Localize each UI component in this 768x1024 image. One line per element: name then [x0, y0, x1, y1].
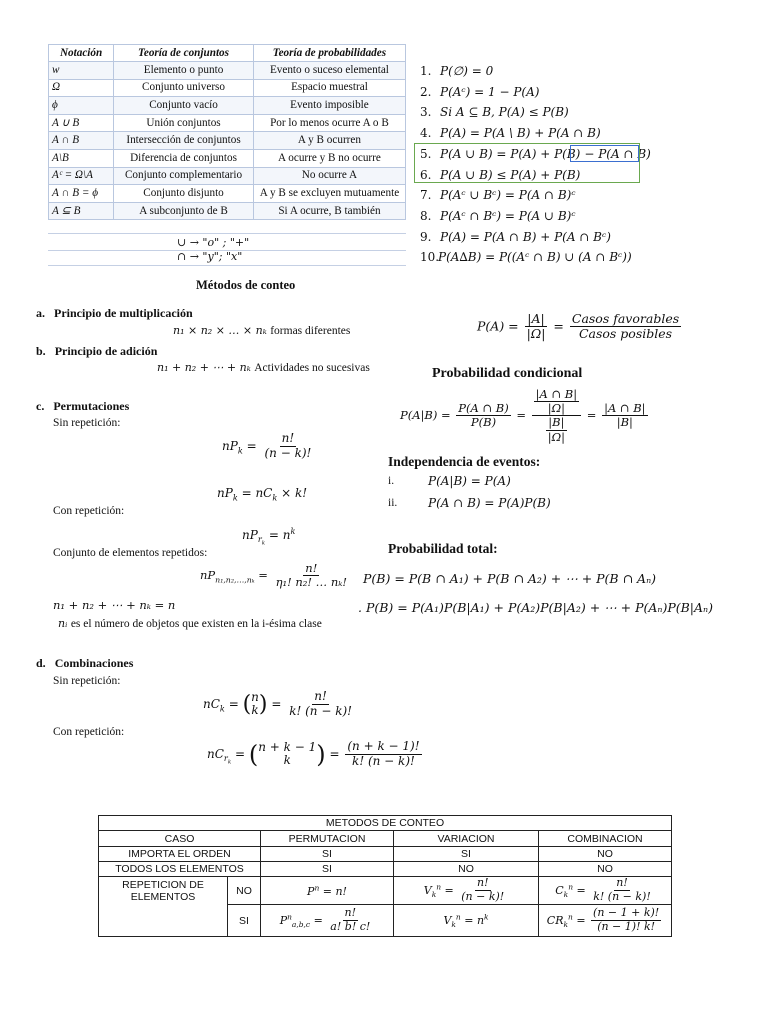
cell: SI	[261, 847, 394, 862]
notation-cell: A ⊆ B	[49, 202, 114, 220]
repeated-set-label: Conjunto de elementos repetidos:	[53, 547, 208, 559]
set-theory-cell: Intersección de conjuntos	[114, 132, 254, 150]
probability-cell: Evento imposible	[253, 97, 405, 115]
notation-cell: A ∪ B	[49, 114, 114, 132]
property-formula: P(A ∪ B) ≤ P(A) + P(B)	[440, 168, 581, 182]
notation-header-row	[49, 45, 406, 62]
section-b-label: b.	[36, 344, 46, 358]
property-number: 8.	[420, 209, 432, 223]
cell: SI	[394, 847, 539, 862]
property-formula-extra: − P(A ∩ B)	[584, 147, 651, 161]
set-theory-cell: A subconjunto de B	[114, 202, 254, 220]
notation-row	[49, 167, 406, 185]
property-9	[420, 228, 611, 246]
count-table-title: METODOS DE CONTEO	[99, 816, 672, 831]
property-number: 9.	[420, 230, 432, 244]
perm-combination-relation: $nP_k = nC_k \times k$!	[217, 486, 308, 503]
highlight-box-blue	[570, 145, 639, 162]
property-number: 7.	[420, 188, 432, 202]
property-number: 1.	[420, 64, 432, 78]
perm-rep-formula: $nP_{r_k} = n^k$	[242, 526, 296, 548]
union-note: ∪ → "o" ; "+"	[177, 236, 250, 249]
cell: NO	[539, 862, 672, 877]
rep-no: NO	[228, 877, 261, 905]
notation-row	[49, 185, 406, 203]
notation-cell: A ∩ B	[49, 132, 114, 150]
property-4	[420, 124, 601, 142]
property-formula: P(Aᶜ ∪ Bᶜ) = P(A ∩ B)ᶜ	[440, 188, 576, 202]
addition-expr: n₁ + n₂ + ⋯ + nₖ	[157, 361, 251, 374]
property-number: 6.	[420, 168, 432, 182]
probability-cell: Si A ocurre, B también	[253, 202, 405, 220]
probability-cell: A y B ocurren	[253, 132, 405, 150]
row-importa-orden: IMPORTA EL ORDEN	[99, 847, 261, 862]
property-number: 2.	[420, 85, 432, 99]
independence-title: Independencia de eventos:	[388, 454, 541, 469]
comb-rep-formula: $nC_{r_k}$ = ( n + k − 1 k ) = $\frac{(n + k - 1)!}{k! (n - k)!}$	[207, 739, 420, 769]
intersection-note: ∩ → "y"; "x"	[177, 250, 243, 263]
probability-cell: Por lo menos ocurre A o B	[253, 114, 405, 132]
probability-cell: No ocurre A	[253, 167, 405, 185]
laplace-favorables: Casos favorables	[571, 311, 680, 326]
row-repeticion: REPETICION DE ELEMENTOS	[99, 877, 228, 937]
property-8	[420, 207, 576, 225]
section-a-title: Principio de multiplicación	[54, 306, 193, 320]
property-3	[420, 103, 569, 121]
set-theory-cell: Conjunto disjunto	[114, 185, 254, 203]
property-number: 4.	[420, 126, 432, 140]
col-caso: CASO	[99, 831, 261, 847]
multiplication-text: formas diferentes	[270, 325, 351, 337]
set-theory-cell: Unión conjuntos	[114, 114, 254, 132]
section-c-label: c.	[36, 399, 45, 413]
laplace-num: |A|	[527, 311, 545, 326]
header-conjuntos: Teoría de conjuntos	[114, 45, 254, 62]
comb-con-rep-label: Con repetición:	[53, 726, 125, 738]
ni-symbol: nᵢ	[58, 617, 68, 630]
comb-no-rep-cell: $C_k^n$ = $\frac{n!}{k! (n - k)!}$	[539, 877, 672, 905]
laplace-posibles: Casos posibles	[578, 326, 673, 342]
probability-cell: A y B se excluyen mutuamente	[253, 185, 405, 203]
property-formula: P(A ∪ B) = P(A) + P(B)	[440, 147, 581, 161]
notation-table	[48, 44, 406, 220]
multiplication-expr: n₁ × n₂ × … × nₖ	[173, 324, 267, 337]
property-7	[420, 186, 576, 204]
notation-row	[49, 79, 406, 97]
col-variacion: VARIACION	[394, 831, 539, 847]
cell: NO	[539, 847, 672, 862]
probability-cell: A ocurre y B no ocurre	[253, 149, 405, 167]
section-d-title: Combinaciones	[54, 656, 134, 670]
set-theory-cell: Elemento o punto	[114, 62, 254, 80]
total-title: Probabilidad total:	[388, 541, 498, 556]
perm-formula: $nP_k$ = $\frac{n!}{(n - k)!}$	[222, 431, 312, 460]
property-1	[420, 62, 493, 80]
counting-title: Métodos de conteo	[196, 278, 296, 292]
row-todos-elementos: TODOS LOS ELEMENTOS	[99, 862, 261, 877]
ni-text: es el número de objetos que existen en la i-ésima clase	[70, 618, 322, 630]
perm-sin-rep-label: Sin repetición:	[53, 417, 121, 429]
property-formula: P(A) = P(A \ B) + P(A ∩ B)	[440, 126, 601, 140]
divider-line	[48, 265, 406, 266]
laplace-den: |Ω|	[526, 326, 546, 342]
sum-equation: n₁ + n₂ + ⋯ + nₖ = n	[53, 598, 176, 612]
header-probabilidades: Teoría de probabilidades	[253, 45, 405, 62]
divider-line	[48, 233, 406, 234]
notation-row	[49, 62, 406, 80]
section-c	[36, 399, 129, 414]
property-formula: P(A) = P(A ∩ B) + P(A ∩ Bᶜ)	[440, 230, 611, 244]
rep-si: SI	[228, 905, 261, 937]
ni-note	[58, 617, 322, 630]
var-no-rep-cell: $V_k^n$ = $\frac{n!}{(n - k)!}$	[394, 877, 539, 905]
notation-table-body	[49, 62, 406, 220]
notation-row	[49, 114, 406, 132]
notation-row	[49, 132, 406, 150]
notation-cell: Ω	[49, 79, 114, 97]
comb-sin-rep-label: Sin repetición:	[53, 675, 121, 687]
section-b	[36, 344, 157, 359]
set-theory-cell: Conjunto universo	[114, 79, 254, 97]
var-rep-cell: $V_k^n = n^k$	[394, 905, 539, 937]
property-number: 10.	[420, 250, 440, 264]
property-formula: Si A ⊆ B, P(A) ≤ P(B)	[440, 105, 569, 119]
perm-rep-cell: $P^n_{a,b,c}$ = $\frac{n!}{a! b! c!}$	[261, 905, 394, 937]
multiplication-formula	[173, 324, 350, 337]
property-number: 5.	[420, 147, 432, 161]
header-notacion: Notación	[49, 45, 114, 62]
notation-cell: A\B	[49, 149, 114, 167]
comb-rep-cell: $CR_k^n$ = $\frac{(n - 1 + k)!}{(n - 1)! k!}$	[539, 905, 672, 937]
notation-cell: A ∩ B = ϕ	[49, 185, 114, 203]
section-d-label: d.	[36, 656, 46, 670]
property-formula: P(Aᶜ) = 1 − P(A)	[440, 85, 540, 99]
conditional-title: Probabilidad condicional	[432, 366, 583, 381]
property-number: 3.	[420, 105, 432, 119]
cell: SI	[261, 862, 394, 877]
notation-row	[49, 202, 406, 220]
notation-cell: Aᶜ = Ω\A	[49, 167, 114, 185]
section-c-title: Permutaciones	[53, 399, 130, 413]
section-a-label: a.	[36, 306, 45, 320]
notation-row	[49, 149, 406, 167]
comb-formula: $nC_k$ = ( n k ) = $\frac{n!}{k! (n - k)!}$	[203, 689, 352, 718]
section-b-title: Principio de adición	[54, 344, 158, 358]
perm-no-rep-cell: $P^n = n$!	[261, 877, 394, 905]
independence-ii: P(A ∩ B) = P(A)P(B)	[428, 496, 551, 510]
probability-cell: Espacio muestral	[253, 79, 405, 97]
total-formula-2: . P(B) = P(A₁)P(B|A₁) + P(A₂)P(B|A₂) + ⋯ + P(Aₙ)P(B|Aₙ)	[358, 600, 713, 615]
addition-text: Actividades no sucesivas	[254, 362, 370, 374]
notation-cell: ϕ	[49, 97, 114, 115]
property-formula: P(∅) = 0	[440, 64, 494, 78]
notation-cell: w	[49, 62, 114, 80]
property-formula: P(Aᶜ ∩ Bᶜ) = P(A ∪ B)ᶜ	[440, 209, 576, 223]
cell: NO	[394, 862, 539, 877]
section-a	[36, 306, 193, 321]
independence-i: P(A|B) = P(A)	[428, 474, 511, 488]
set-theory-cell: Conjunto vacío	[114, 97, 254, 115]
laplace-formula: P(A) = $\frac{|A|}{|\Omega|}$ = $\frac{\text{Casos favorables}}{\text{Casos posibles}}$	[477, 311, 680, 342]
probability-cell: Evento o suceso elemental	[253, 62, 405, 80]
property-formula: P(A∆B) = P((Aᶜ ∩ B) ∪ (A ∩ Bᶜ))	[438, 250, 632, 264]
col-permutacion: PERMUTACION	[261, 831, 394, 847]
conditional-formula: P(A|B) = $\frac{P(A \cap B)}{P(B)}$ = $\frac{\frac{|A \cap B|}{|\Omega|}}{\frac{|B|}{|\Omega|}}$ = $\frac{|A \cap B|}{|B|}$	[400, 387, 646, 444]
independence-ii-label: ii.	[388, 497, 398, 509]
addition-formula	[157, 361, 370, 374]
set-theory-cell: Diferencia de conjuntos	[114, 149, 254, 167]
laplace-lhs: P(A) =	[477, 318, 519, 334]
notation-row	[49, 97, 406, 115]
col-combinacion: COMBINACION	[539, 831, 672, 847]
set-theory-cell: Conjunto complementario	[114, 167, 254, 185]
total-formula-1: P(B) = P(B ∩ A₁) + P(B ∩ A₂) + ⋯ + P(B ∩ Aₙ)	[363, 571, 657, 586]
independence-i-label: i.	[388, 475, 395, 487]
property-2	[420, 83, 539, 101]
section-d	[36, 656, 133, 671]
perm-con-rep-label: Con repetición:	[53, 505, 125, 517]
counting-methods-table	[98, 815, 672, 937]
property-10	[420, 248, 632, 266]
multinomial-formula: $nP_{n_1,n_2,\dots,n_k}$ = $\frac{n!}{\text{η₁! n₂! … nₖ!}}$	[200, 561, 348, 590]
